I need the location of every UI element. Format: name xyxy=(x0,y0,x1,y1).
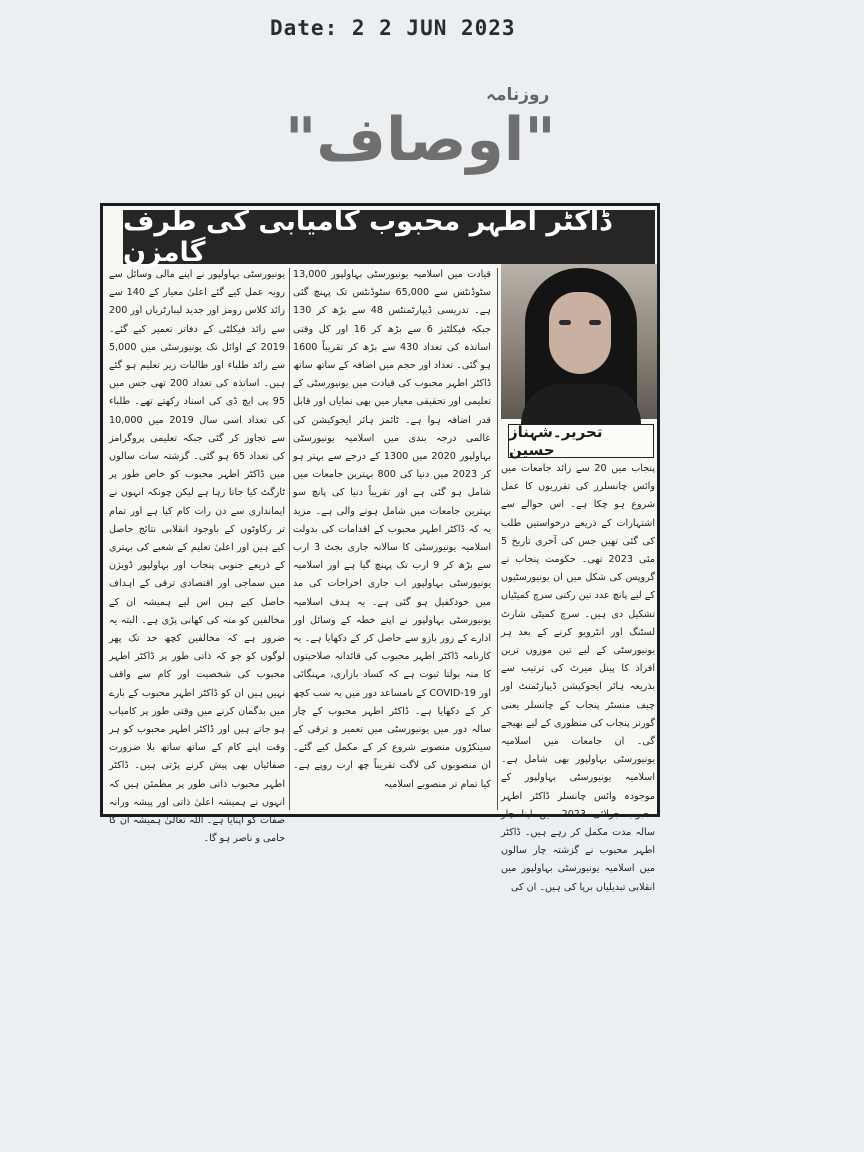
portrait-photo-icon xyxy=(501,264,657,419)
column-text: یونیورسٹی بہاولپور نے اپنے مالی وسائل سے روبہ عمل کیے گئے اعلیٰ معیار کے 140 سے زائد کلاس رومز اور جدید لیبارٹریاں اور 200 سے زائد فیکلٹی کے دفاتر تعمیر کیے گئے۔ 2019 کے اوائل تک یونیورسٹی میں 5,000 سے زائد طلباء اور طالبات زیر تعلیم ہو گئے ہیں۔ اساتذہ کی تعداد 200 تھی جس میں 95 پی ایچ ڈی کی اسناد رکھتے تھے۔ طلباء کی تعداد اسی سال 2019 میں 10,000 سے تجاوز کر گئی جبکہ تعلیمی پروگرامز کی تعداد 65 ہو گئی۔ گزشتہ سات سالوں میں ڈاکٹر اطہر محبوب کو خاص طور پر ٹارگٹ کیا جاتا رہا ہے لیکن چونکہ انہوں نے ایمانداری سے دن رات کام کیا ہے اور تمام تر رکاوٹوں کے باوجود انقلابی نتائج حاصل کیے ہیں اور اعلیٰ تعلیم کے شعبے کی بہتری کے ذریعے جنوبی پنجاب اور بہاولپور ڈویژن میں سماجی اور اقتصادی ترقی کے اہداف حاصل کیے ہیں اس لیے ہمیشہ ان کے مخالفین کو منہ کی کھانی پڑی ہے۔ البتہ یہ ضرور ہے کہ مخالفین کچھ حد تک پھر لوگوں کو جو کہ ذاتی طور پر ڈاکٹر اطہر محبوب کی شخصیت اور کام سے واقف نہیں ہیں ان کو ڈاکٹر اطہر محبوب کے بارے میں بدگمان کرنے میں وقتی طور پر کامیاب ہو جاتے ہیں اور ڈاکٹر اطہر محبوب کو ہر وقت اپنے کام کے ساتھ ساتھ بلا ضرورت صفائیاں بھی پیش کرنے پڑتی ہیں۔ ڈاکٹر اطہر محبوب ذاتی طور پر مطمئن ہیں کہ انہوں نے ہمیشہ اعلیٰ ذاتی اور پیشہ ورانہ صفات کو اپنایا ہے۔ اللہ تعالیٰ ہمیشہ ان کا حامی و ناصر ہو گا۔ xyxy=(109,269,286,845)
date-stamp: Date: 2 2 JUN 2023 xyxy=(270,16,516,40)
newspaper-clipping xyxy=(100,203,660,893)
column-divider xyxy=(289,268,290,810)
newspaper-type-label: روزنامہ xyxy=(486,85,550,105)
column-text: پنجاب میں 20 سے زائد جامعات میں وائس چانسلرز کی تقرریوں کا عمل شروع ہو چکا ہے۔ اس حوالے سے اشتہارات کے ذریعے درخواستیں طلب کی گئی تھیں جس کی آخری تاریخ 5 مئی 2023 تھی۔ حکومت پنجاب نے گروپس کی شکل میں ان یونیورسٹیوں کے لیے پانچ عدد تین رکنی سرچ کمیٹیاں تشکیل دی ہیں۔ سرچ کمیٹی شارٹ لسٹنگ اور انٹرویو کرنے کے بعد ہر یونیورسٹی کے لیے تین موزوں ترین افراد کا پینل میرٹ کی ترتیب سے بذریعہ ہائر ایجوکیشن ڈیپارٹمنٹ اور چیف منسٹر پنجاب کے چانسلر یعنی گورنر پنجاب کی منظوری کے لیے بھیجے گی۔ ان جامعات میں اسلامیہ یونیورسٹی بہاولپور بھی شامل ہے۔ اسلامیہ یونیورسٹی بہاولپور کے موجودہ وائس چانسلر ڈاکٹر اطہر محبوب جولائی 2023 میں اپنا چار سالہ مدت مکمل کر رہے ہیں۔ ڈاکٹر اطہر محبوب نے گزشتہ چار سالوں میں اسلامیہ یونیورسٹی بہاولپور میں انقلابی تبدیلیاں برپا کی ہیں۔ ان کی xyxy=(501,463,655,893)
column-divider xyxy=(497,268,498,810)
column-text: قیادت میں اسلامیہ یونیورسٹی بہاولپور 13,000 سٹوڈنٹس سے 65,000 سٹوڈنٹس تک پہنچ گئی ہے۔ تدریسی ڈیپارٹمنٹس 48 سے بڑھ کر 130 جبکہ فیکلٹیز 6 سے بڑھ کر 16 اور کل وقتی اساتذہ کی تعداد 430 سے بڑھ کر تقریباً 1600 ہو گئی۔ تعداد اور حجم میں اضافہ کے ساتھ ساتھ ڈاکٹر اطہر محبوب کی قیادت میں یونیورسٹی کے تعلیمی اور تحقیقی معیار میں بھی نمایاں اور قابل قدر اضافہ ہوا ہے۔ ٹائمز ہائر ایجوکیشن کی عالمی درجہ بندی میں اسلامیہ یونیورسٹی بہاولپور 2020 میں 1300 کے درجے سے بہتر ہو کر 2023 میں دنیا کی 800 بہترین جامعات میں شامل ہو گئی ہے اور تقریباً دنیا کی پانچ سو بہترین جامعات میں شامل ہونے والی ہے۔ مزید یہ کہ ڈاکٹر اطہر محبوب کے اقدامات کی بدولت اسلامیہ یونیورسٹی کا سالانہ جاری بجٹ 3 ارب سے بڑھ کر 9 ارب تک پہنچ گیا ہے اور اسلامیہ یونیورسٹی بہاولپور اب جاری اخراجات کی مد میں خودکفیل ہو گئی ہے۔ یہ ہدف اسلامیہ یونیورسٹی بہاولپور نے اپنے خطہ کے وسائل اور ادارے کے زور بازو سے حاصل کر کے دکھایا ہے۔ یہ کارنامہ ڈاکٹر اطہر محبوب کی قائدانہ صلاحیتوں کا منہ بولتا ثبوت ہے کہ کساد بازاری، مہنگائی اور COVID-19 کے نامساعد دور میں یہ سب کچھ کر کے دکھایا ہے۔ ڈاکٹر اطہر محبوب کے چار سالہ دور میں یونیورسٹی میں تعمیر و ترقی کے سینکڑوں منصوبے شروع کر کے مکمل کیے گئے۔ ان منصوبوں کی لاگت تقریباً چھ ارب روپے ہے۔ کیا تمام تر منصوبے اسلامیہ xyxy=(293,269,492,790)
article-column-2 xyxy=(293,266,491,814)
newspaper-masthead: "اوصاف" xyxy=(285,105,556,175)
article-column-3 xyxy=(109,266,286,845)
article-headline: ڈاکٹر اطہر محبوب کامیابی کی طرف گامزن xyxy=(123,210,655,264)
article-byline: تحریر۔شہناز حسین xyxy=(508,424,654,458)
article-column-1 xyxy=(501,460,655,893)
